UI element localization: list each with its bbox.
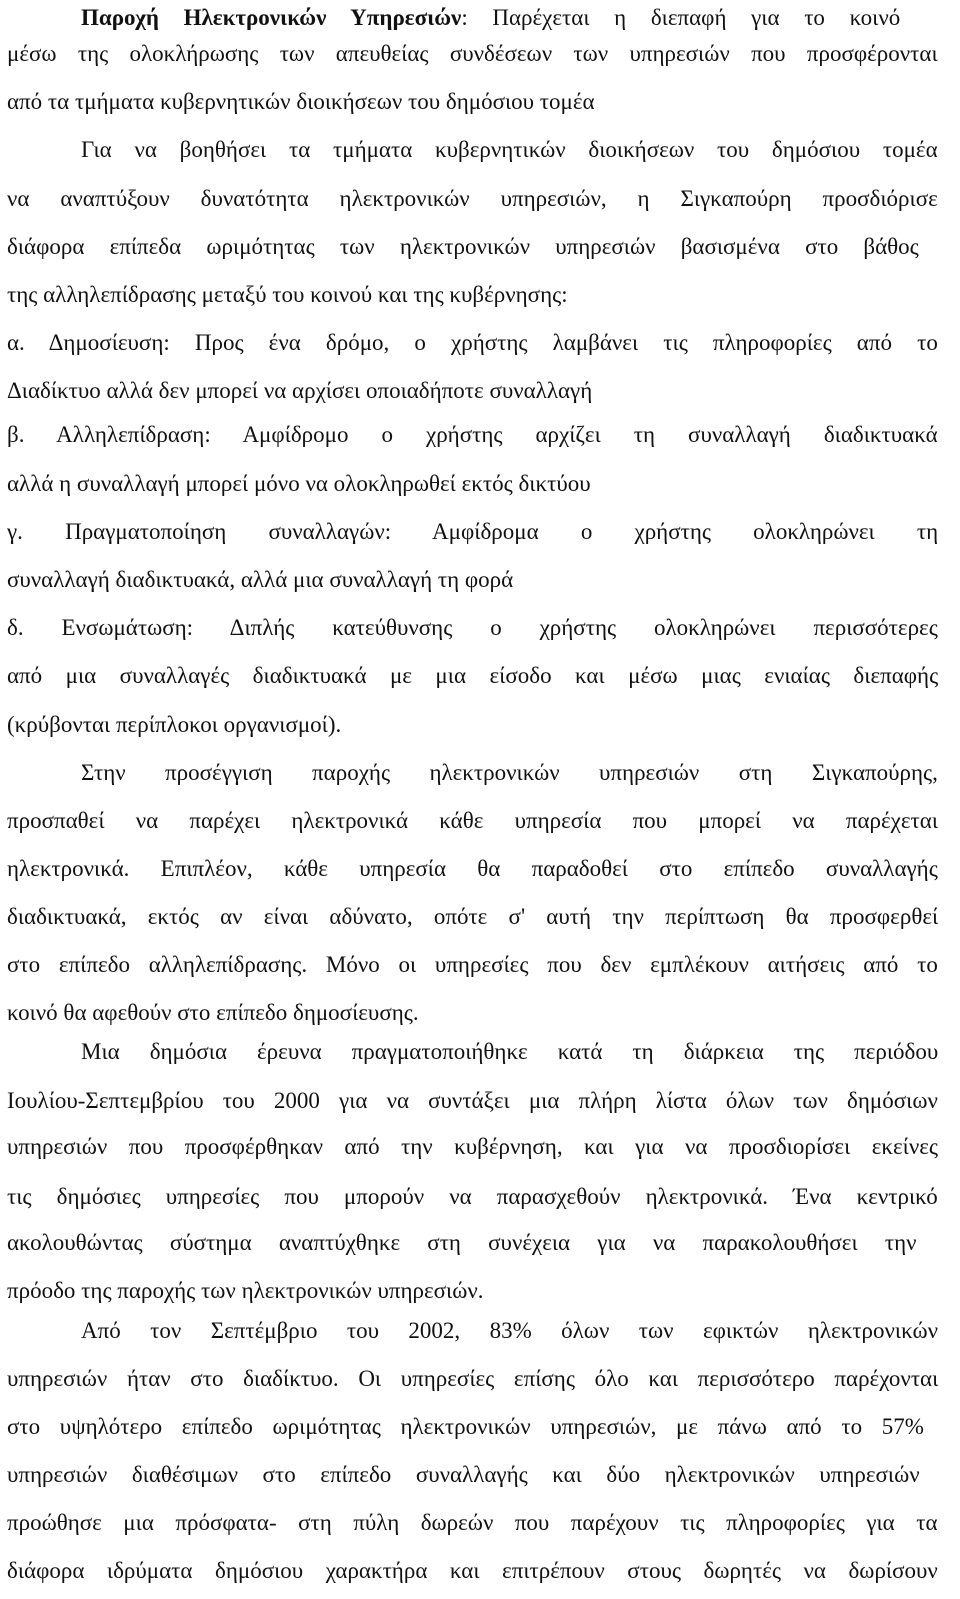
list-item-c: γ. Πραγματοποίηση συναλλαγών: Αμφίδρομα ο χρήστης ολοκληρώνει τη	[7, 519, 939, 544]
intro-text: : Παρέχεται η διεπαφή για το κοινό	[461, 5, 901, 30]
section-title: Παροχή Ηλεκτρονικών Υπηρεσιών	[81, 5, 462, 30]
text-line: αλλά η συναλλαγή μπορεί μόνο να ολοκληρωθεί εκτός δικτύου	[7, 471, 591, 496]
list-item-a: α. Δημοσίευση: Προς ένα δρόμο, ο χρήστης λαμβάνει τις πληροφορίες από το	[7, 330, 938, 355]
text-line: της αλληλεπίδρασης μεταξύ του κοινού και της κυβέρνησης:	[7, 282, 568, 307]
text-line: υπηρεσιών ήταν στο διαδίκτυο. Οι υπηρεσίες επίσης όλο και περισσότερο παρέχονται	[7, 1366, 939, 1391]
text-line: υπηρεσιών που προσφέρθηκαν από την κυβέρνηση, και για να προσδιορίσει εκείνες	[7, 1134, 938, 1159]
text-line: διαδικτυακά, εκτός αν είναι αδύνατο, οπότε σ' αυτή την περίπτωση θα προσφερθεί	[7, 904, 939, 929]
text-line: Ιουλίου-Σεπτεμβρίου του 2000 για να συντάξει μια πλήρη λίστα όλων των δημόσιων	[7, 1088, 938, 1113]
text-line: από τα τμήματα κυβερνητικών διοικήσεων του δημόσιου τομέα	[7, 89, 595, 114]
text-line: στο υψηλότερο επίπεδο ωριμότητας ηλεκτρονικών υπηρεσιών, με πάνω από το 57%	[7, 1414, 924, 1439]
text-line: υπηρεσιών διαθέσιμων στο επίπεδο συναλλαγής και δύο ηλεκτρονικών υπηρεσιών	[7, 1462, 920, 1487]
text-line: Για να βοηθήσει τα τμήματα κυβερνητικών διοικήσεων του δημόσιου τομέα	[81, 137, 938, 162]
intro-line	[81, 3, 900, 33]
text-line: διάφορα επίπεδα ωριμότητας των ηλεκτρονικών υπηρεσιών βασισμένα στο βάθος	[7, 234, 919, 259]
text-line: ηλεκτρονικά. Επιπλέον, κάθε υπηρεσία θα παραδοθεί στο επίπεδο συναλλαγής	[7, 856, 938, 881]
text-line: (κρύβονται περίπλοκοι οργανισμοί).	[7, 712, 342, 737]
list-item-d: δ. Ενσωμάτωση: Διπλής κατεύθυνσης ο χρήστης ολοκληρώνει περισσότερες	[7, 615, 938, 640]
text-line: πρόοδο της παροχής των ηλεκτρονικών υπηρεσιών.	[7, 1278, 484, 1303]
paragraph-start: Στην προσέγγιση παροχής ηλεκτρονικών υπηρεσιών στη Σιγκαπούρης,	[81, 760, 938, 785]
text-line: προσπαθεί να παρέχει ηλεκτρονικά κάθε υπηρεσία που μπορεί να παρέχεται	[7, 808, 939, 833]
paragraph-start: Από τον Σεπτέμβριο του 2002, 83% όλων των εφικτών ηλεκτρονικών	[81, 1318, 939, 1343]
text-line: κοινό θα αφεθούν στο επίπεδο δημοσίευσης.	[7, 1000, 419, 1025]
text-line: στο επίπεδο αλληλεπίδρασης. Μόνο οι υπηρεσίες που δεν εμπλέκουν αιτήσεις από το	[7, 952, 938, 977]
paragraph-start: Μια δημόσια έρευνα πραγματοποιήθηκε κατά τη διάρκεια της περιόδου	[81, 1039, 939, 1064]
list-item-b: β. Αλληλεπίδραση: Αμφίδρομο ο χρήστης αρχίζει τη συναλλαγή διαδικτυακά	[7, 422, 938, 447]
text-line: μέσω της ολοκλήρωσης των απευθείας συνδέσεων των υπηρεσιών που προσφέρονται	[7, 41, 938, 66]
text-line: συναλλαγή διαδικτυακά, αλλά μια συναλλαγή τη φορά	[7, 567, 514, 592]
text-line: ακολουθώντας σύστημα αναπτύχθηκε στη συνέχεια για να παρακολουθήσει την	[7, 1230, 917, 1255]
text-line: Διαδίκτυο αλλά δεν μπορεί να αρχίσει οποιαδήποτε συναλλαγή	[7, 378, 593, 403]
text-line: διάφορα ιδρύματα δημόσιου χαρακτήρα και επιτρέπουν στους δωρητές να δωρίσουν	[7, 1558, 938, 1583]
text-line: να αναπτύξουν δυνατότητα ηλεκτρονικών υπηρεσιών, η Σιγκαπούρη προσδιόρισε	[7, 186, 938, 211]
text-line: από μια συναλλαγές διαδικτυακά με μια είσοδο και μέσω μιας ενιαίας διεπαφής	[7, 663, 939, 688]
text-line: προώθησε μια πρόσφατα- στη πύλη δωρεών που παρέχουν τις πληροφορίες για τα	[7, 1510, 938, 1535]
text-line: τις δημόσιες υπηρεσίες που μπορούν να παρασχεθούν ηλεκτρονικά. Ένα κεντρικό	[7, 1184, 938, 1209]
